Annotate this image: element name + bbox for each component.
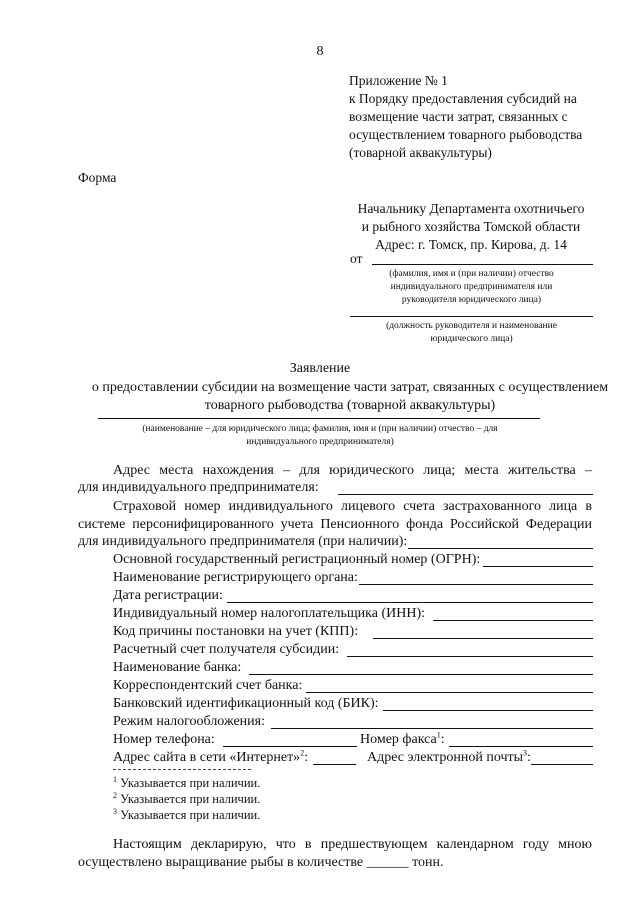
inn-label: Индивидуальный номер налогоплательщика (ИНН): — [113, 606, 426, 621]
kpp-label: Код причины постановки на учет (КПП): — [113, 624, 359, 639]
bik-field[interactable] — [383, 710, 593, 711]
applicant-name-field[interactable] — [98, 418, 540, 419]
position-note-line: юридического лица) — [430, 334, 513, 344]
bank-field[interactable] — [249, 674, 593, 675]
reg-date-field[interactable] — [227, 602, 593, 603]
fax-label: Номер факса$^1$: — [360, 730, 445, 747]
website-footnote-mark: 2 — [300, 748, 305, 758]
address-field[interactable] — [338, 494, 593, 495]
declaration-line1: Настоящим декларирую, что в предшествующем календарном году мною — [113, 837, 592, 852]
footnote-separator — [113, 769, 251, 770]
account-field[interactable] — [347, 656, 593, 657]
bik-label: Банковский идентификационный код (БИК): — [113, 696, 379, 711]
tax-mode-field[interactable] — [271, 728, 593, 729]
position-note — [350, 320, 593, 346]
bik-row — [113, 696, 593, 714]
account-row — [113, 642, 593, 660]
ogrn-field[interactable] — [483, 566, 593, 567]
addressee-line: и рыбного хозяйства Томской области — [361, 219, 581, 234]
addressee-line: Начальнику Департамента охотничьего — [357, 201, 585, 216]
tax-mode-row — [113, 714, 593, 732]
fio-note-line: (фамилия, имя и (при наличии) отчество — [389, 269, 554, 279]
footnote-text: Указывается при наличии. — [117, 792, 261, 806]
annex-block — [349, 72, 629, 162]
phone-fax-row — [113, 732, 593, 750]
website-label-text: Адрес сайта в сети «Интернет» — [113, 750, 301, 765]
address-label-line1: Адрес места нахождения – для юридического лица; места жительства – — [113, 463, 592, 478]
fio-note — [350, 268, 593, 307]
snils-label-line3: для индивидуального предпринимателя (при наличии): — [78, 534, 408, 549]
from-label: от — [350, 251, 363, 266]
fax-field[interactable] — [449, 746, 593, 747]
web-email-row — [113, 750, 593, 768]
corr-account-field[interactable] — [306, 692, 593, 693]
email-field[interactable] — [531, 764, 593, 765]
phone-field[interactable] — [223, 746, 357, 747]
inn-field[interactable] — [433, 620, 593, 621]
bank-label: Наименование банка: — [113, 660, 242, 675]
footnote-number: 2 — [113, 790, 117, 800]
fax-footnote-mark: 1 — [436, 730, 441, 740]
address-label-line2: для индивидуального предпринимателя: — [78, 480, 319, 495]
bank-row — [113, 660, 593, 678]
footnote-1 — [113, 776, 260, 791]
addressee-line: Адрес: г. Томск, пр. Кирова, д. 14 — [375, 237, 567, 252]
footnote-text: Указывается при наличии. — [117, 808, 261, 822]
statement-subtitle-line: о предоставлении субсидии на возмещение части затрат, связанных с осуществлением — [91, 380, 609, 395]
annex-line: осуществлением товарного рыбоводства — [349, 127, 583, 142]
website-field[interactable] — [313, 764, 356, 765]
statement-subtitle-line: товарного рыбоводства (товарной аквакультуры) — [204, 398, 496, 413]
registrar-field[interactable] — [359, 584, 593, 585]
fio-note-line: индивидуального предпринимателя или — [390, 282, 553, 292]
declaration-line2 — [78, 854, 592, 872]
footnote-number: 3 — [113, 806, 117, 816]
registrar-label: Наименование регистрирующего органа: — [113, 570, 358, 585]
account-label: Расчетный счет получателя субсидии: — [113, 642, 340, 657]
address-row — [78, 480, 593, 498]
applicant-fio-field[interactable] — [372, 264, 593, 265]
form-label: Форма — [78, 170, 117, 185]
reg-date-row — [113, 588, 593, 606]
declaration-unit: тонн. — [412, 855, 444, 870]
ogrn-label: Основной государственный регистрационный номер (ОГРН): — [113, 552, 481, 567]
tax-mode-label: Режим налогообложения: — [113, 714, 265, 729]
statement-subtitle — [60, 379, 640, 415]
kpp-field[interactable] — [373, 638, 593, 639]
registrar-row — [113, 570, 593, 588]
from-row — [350, 251, 593, 269]
name-note-line: индивидуального предпринимателя) — [246, 437, 394, 447]
fio-note-line: руководителя юридического лица) — [401, 295, 542, 305]
ogrn-row — [113, 552, 593, 570]
snils-field[interactable] — [408, 548, 593, 549]
reg-date-label: Дата регистрации: — [113, 588, 223, 603]
corr-account-row — [113, 678, 593, 696]
position-field[interactable] — [350, 316, 593, 317]
position-note-line: (должность руководителя и наименование — [386, 321, 557, 331]
annex-line: Приложение № 1 — [349, 73, 448, 88]
name-note-line: (наименование – для юридического лица; фамилия, имя и (при наличии) отчество – для — [142, 424, 498, 434]
annex-line: (товарной аквакультуры) — [349, 145, 492, 160]
footnote-text: Указывается при наличии. — [117, 776, 261, 790]
corr-account-label: Корреспондентский счет банка: — [113, 678, 303, 693]
footnote-2 — [113, 792, 260, 807]
declaration-text: осуществлено выращивание рыбы в количестве — [78, 855, 364, 870]
inn-row — [113, 606, 593, 624]
annex-line: к Порядку предоставления субсидий на — [349, 91, 577, 106]
statement-title: Заявление — [289, 361, 351, 376]
snils-label-line2: системе персонифицированного учета Пенсионного фонда Российской Федерации — [78, 517, 592, 532]
addressee-block — [340, 200, 602, 254]
email-label: Адрес электронной почты$^3$: — [367, 748, 531, 765]
footnote-number: 1 — [113, 774, 117, 784]
email-footnote-mark: 3 — [523, 748, 528, 758]
page-number: 8 — [316, 44, 324, 59]
footnote-3 — [113, 808, 260, 823]
applicant-name-note — [90, 423, 550, 449]
snils-label-line1: Страховой номер индивидуального лицевого счета застрахованного лица в — [113, 499, 592, 514]
email-label-text: Адрес электронной почты — [367, 750, 524, 765]
annex-line: возмещение части затрат, связанных с — [349, 109, 568, 124]
phone-label: Номер телефона: — [113, 732, 215, 747]
kpp-row — [113, 624, 593, 642]
fish-quantity-field[interactable]: ______ — [366, 855, 409, 870]
fax-label-text: Номер факса — [360, 732, 437, 747]
website-label: Адрес сайта в сети «Интернет»$^2$: — [113, 748, 309, 765]
snils-row — [78, 534, 593, 552]
